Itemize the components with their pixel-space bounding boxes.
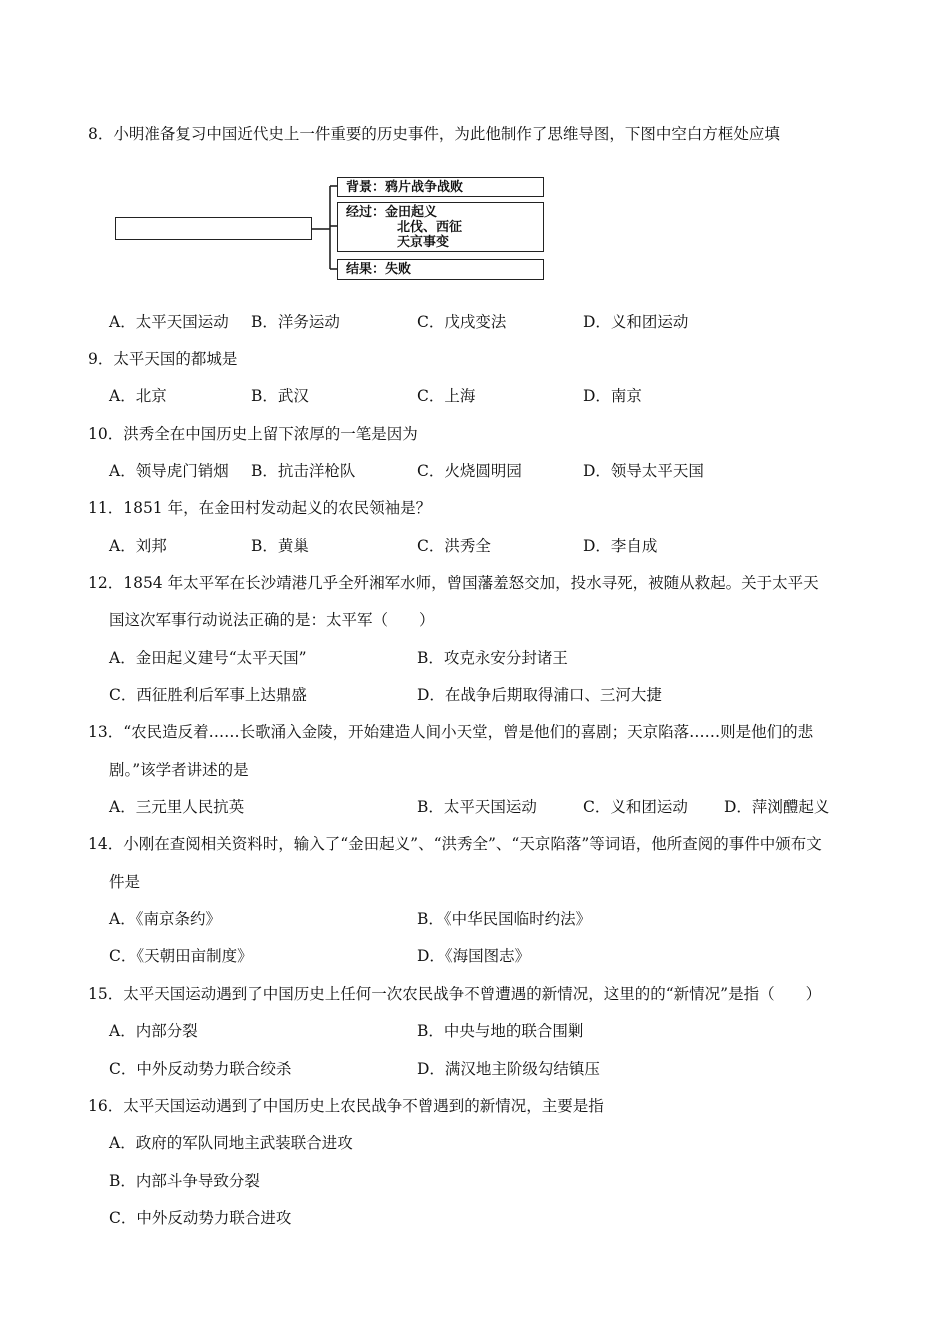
question-11-stem: 11．1851 年，在金田村发动起义的农民领袖是？ [88,499,432,517]
q12-option-b[interactable]: B．攻克永安分封诸王 [417,649,568,667]
question-12-stem-line-1: 12．1854 年太平军在长沙靖港几乎全歼湘军水师，曾国藩羞怒交加，投水寻死，被随从救起。关于太平天 [88,574,819,592]
question-14-stem-line-1: 14．小刚在查阅相关资料时，输入了“金田起义”、“洪秀全”、“天京陷落”等词语，他所查阅的事件中颁布文 [88,835,822,853]
q16-option-b[interactable]: B．内部斗争导致分裂 [109,1172,260,1190]
mindmap-result-box [337,259,544,280]
q10-option-a[interactable]: A．领导虎门销烟 [109,462,229,480]
q11-option-c[interactable]: C．洪秀全 [417,537,491,555]
q9-option-b[interactable]: B．武汉 [251,387,309,405]
q12-option-d[interactable]: D．在战争后期取得浦口、三河大捷 [417,686,662,704]
question-8-stem: 8．小明准备复习中国近代史上一件重要的历史事件，为此他制作了思维导图，下图中空白方框处应填 [88,125,780,143]
q15-option-a[interactable]: A．内部分裂 [109,1022,198,1040]
q14-option-c[interactable]: C．《天朝田亩制度》 [109,947,253,965]
q13-option-a[interactable]: A．三元里人民抗英 [109,798,245,816]
q8-option-b[interactable]: B．洋务运动 [251,313,340,331]
mindmap-background-box [337,177,544,197]
q12-option-a[interactable]: A．金田起义建号“太平天国” [109,649,307,667]
q9-option-d[interactable]: D．南京 [583,387,642,405]
q10-option-b[interactable]: B．抗击洋枪队 [251,462,356,480]
q10-option-d[interactable]: D．领导太平天国 [583,462,704,480]
question-14-stem-line-2: 件是 [109,873,141,891]
mindmap-background-text: 背景：鸦片战争战败 [346,180,464,195]
q15-option-b[interactable]: B．中央与地的联合围剿 [417,1022,584,1040]
mindmap-blank-box [115,217,312,240]
q8-option-d[interactable]: D．义和团运动 [583,313,689,331]
q15-option-d[interactable]: D．满汉地主阶级勾结镇压 [417,1060,600,1078]
mindmap-process-box [337,202,544,252]
q11-option-b[interactable]: B．黄巢 [251,537,309,555]
question-15-stem: 15．太平天国运动遇到了中国历史上任何一次农民战争不曾遭遇的新情况，这里的的“新情况”是指（ ） [88,985,822,1003]
q14-option-d[interactable]: D．《海国图志》 [417,947,531,965]
q16-option-c[interactable]: C．中外反动势力联合进攻 [109,1209,292,1227]
q11-option-d[interactable]: D．李自成 [583,537,658,555]
q13-option-d[interactable]: D．萍浏醴起义 [724,798,830,816]
q13-option-c[interactable]: C．义和团运动 [583,798,688,816]
q8-option-c[interactable]: C．戊戌变法 [417,313,507,331]
question-9-stem: 9．太平天国的都城是 [88,350,238,368]
question-10-stem: 10．洪秀全在中国历史上留下浓厚的一笔是因为 [88,425,418,443]
q9-option-a[interactable]: A．北京 [109,387,167,405]
question-13-stem-line-1: 13．“农民造反着……长歌涌入金陵，开始建造人间小天堂，曾是他们的喜剧；天京陷落……则是他们的悲 [88,723,814,741]
q10-option-c[interactable]: C．火烧圆明园 [417,462,522,480]
mindmap-process-line-3: 天京事变 [397,235,450,250]
mindmap-process-line-1: 经过：金田起义 [346,205,438,220]
question-13-stem-line-2: 剧。”该学者讲述的是 [109,761,249,779]
q13-option-b[interactable]: B．太平天国运动 [417,798,537,816]
mindmap-result-text: 结果：失败 [346,262,412,277]
q14-option-a[interactable]: A．《南京条约》 [109,910,221,928]
question-12-stem-line-2: 国这次军事行动说法正确的是：太平军（ ） [109,611,435,629]
q16-option-a[interactable]: A．政府的军队同地主武装联合进攻 [109,1134,353,1152]
question-16-stem: 16．太平天国运动遇到了中国历史上农民战争不曾遇到的新情况，主要是指 [88,1097,604,1115]
q15-option-c[interactable]: C．中外反动势力联合绞杀 [109,1060,292,1078]
q12-option-c[interactable]: C．西征胜利后军事上达鼎盛 [109,686,307,704]
q8-option-a[interactable]: A．太平天国运动 [109,313,229,331]
mindmap-process-line-2: 北伐、西征 [397,220,463,235]
q9-option-c[interactable]: C．上海 [417,387,476,405]
q11-option-a[interactable]: A．刘邦 [109,537,167,555]
q14-option-b[interactable]: B．《中华民国临时约法》 [417,910,592,928]
